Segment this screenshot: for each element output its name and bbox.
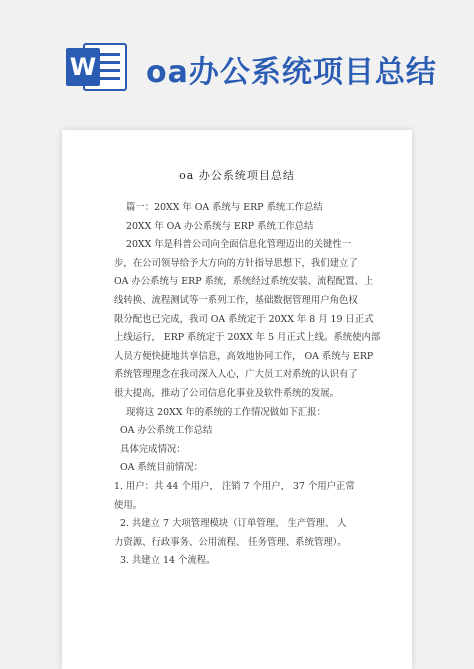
text-line: 2. 共建立 7 大项管理模块（订单管理、 生产管理、 人 <box>120 518 347 530</box>
document-body <box>114 199 381 571</box>
text-line: 上线运行， ERP 系统定于 20XX 年 5 月正式上线。系统使内部 <box>114 332 381 344</box>
text-line: 限分配也已完成，我司 OA 系统定于 20XX 年 8 月 19 日正式 <box>114 313 374 325</box>
text-line: 步，在公司领导给予大方向的方针指导思想下，我们建立了 <box>114 257 358 269</box>
text-line: OA 办公系统工作总结 <box>120 425 213 437</box>
text-line: 线转换、流程测试等一系列工作，基础数据管理用户角色权 <box>114 294 358 306</box>
text-line: 1. 用户：共 44 个用户， 注销 7 个用户， 37 个用户正常 <box>114 480 355 492</box>
text-line: 3. 共建立 14 个流程。 <box>120 555 216 567</box>
text-line: 篇一：20XX 年 OA 系统与 ERP 系统工作总结 <box>126 202 323 213</box>
text-line: 20XX 年是科普公司向全面信息化管理迈出的关键性一 <box>126 239 352 251</box>
banner-title: oa办公系统项目总结 <box>146 55 437 90</box>
text-line: 具体完成情况： <box>120 443 186 455</box>
header-banner <box>0 0 474 100</box>
word-icon <box>64 40 130 94</box>
text-line: 20XX 年 OA 办公系统与 ERP 系统工作总结 <box>126 220 314 232</box>
text-line: 力资源、行政事务、公用流程、 任务管理、系统管理）。 <box>114 536 347 548</box>
document-title: oa 办公系统项目总结 <box>179 169 295 182</box>
text-line: OA 系统目前情况： <box>120 462 204 474</box>
text-line: OA 办公系统与 ERP 系统，系统经过系统安装、流程配置、上 <box>114 276 374 288</box>
text-line: 人员方便快捷地共享信息，高效地协同工作， OA 系统与 ERP <box>114 350 374 362</box>
text-line: 现将这 20XX 年的系统的工作情况做如下汇报： <box>126 406 326 418</box>
text-line: 很大提高，推动了公司信息化事业及软件系统的发展。 <box>114 387 340 399</box>
text-line: 使用。 <box>114 499 143 511</box>
document-page <box>62 130 412 669</box>
svg-text:W: W <box>69 53 97 81</box>
text-line: 系统管理理念在我司深入人心，广大员工对系统的认识有了 <box>114 369 358 381</box>
